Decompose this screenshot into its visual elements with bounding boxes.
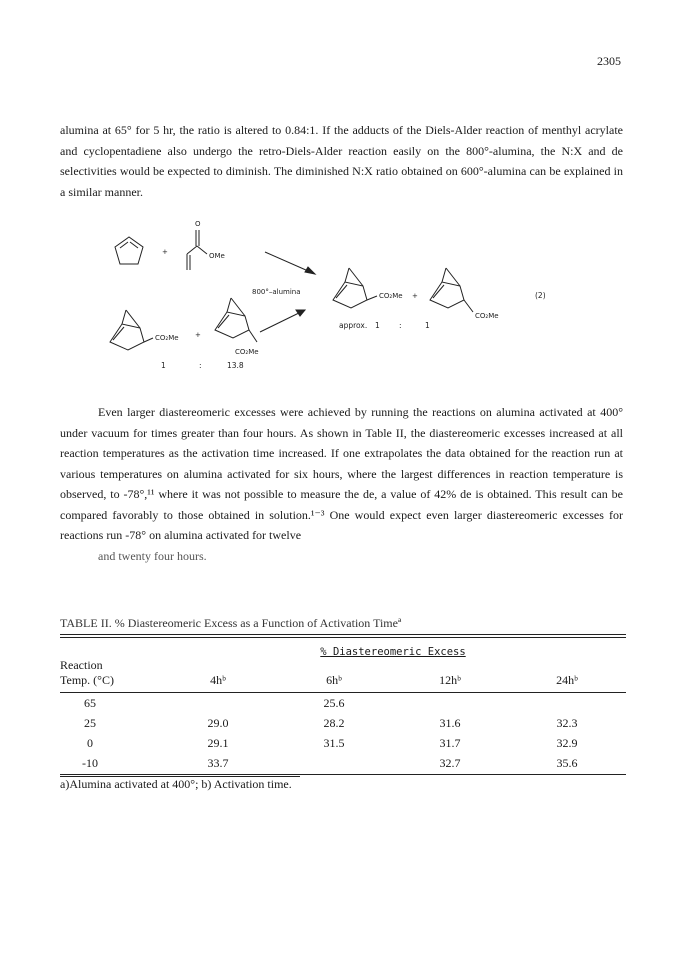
row-header <box>60 658 160 693</box>
value-cell: 32.7 <box>439 755 461 770</box>
carbonyl-o-label: O <box>195 220 201 228</box>
value-cell: 32.9 <box>556 735 578 750</box>
paragraph-2-last-line: and twenty four hours. <box>98 548 207 563</box>
temp-cell: 25 <box>84 715 96 730</box>
exo-adduct-top <box>430 268 473 312</box>
value-cell: 28.2 <box>323 715 345 730</box>
spanner-blank <box>60 638 160 658</box>
table-row <box>60 713 626 733</box>
endo-adduct-bottom <box>110 310 153 350</box>
exo-adduct-bottom <box>215 298 257 342</box>
co2me-top-endo: CO₂Me <box>379 292 403 300</box>
table-spanner: % Diastereomeric Excess <box>320 646 466 658</box>
value-cell: 33.7 <box>207 755 229 770</box>
value-cell <box>508 693 626 714</box>
column-header-6h: 6hᵇ <box>276 658 392 693</box>
value-cell <box>160 693 276 714</box>
paragraph-2-text <box>60 402 623 566</box>
value-cell: 25.6 <box>323 695 345 710</box>
ratio-bottom-a: 1 <box>161 361 166 370</box>
column-header-4h: 4hᵇ <box>160 658 276 693</box>
row-header-line2: Temp. (°C) <box>60 673 114 687</box>
table-ii <box>60 616 626 793</box>
co2me-bottom-endo: CO₂Me <box>155 334 179 342</box>
paragraph-2-main: Even larger diastereomeric excesses were achieved by running the reactions on alumina activated at 400° under vacuum for times greater than four hours. As shown in Table II, the diastereomeric excesses increased at all reaction temperatures as the activation time increased. If one extrapolates the data obtained for the reaction run at various temperatures on alumina activated for six hours, where the largest differences in reaction temperature is observed, to -78°,¹¹ where it was not possible to measure the de, a value of 42% de is obtained. This result can be compared favorably to those obtained in solution.¹⁻³ One would expect even larger diastereomeric excesses for reactions run -78° on alumina activated for twelve <box>60 405 623 542</box>
approx-label: approx. <box>339 321 368 330</box>
value-cell: 29.1 <box>207 735 229 750</box>
plus-sign: + <box>195 331 201 339</box>
data-table <box>60 638 626 773</box>
ome-label: OMe <box>209 252 225 260</box>
value-cell: 35.6 <box>556 755 578 770</box>
co2me-bottom-exo: CO₂Me <box>235 348 259 356</box>
ratio-bottom-b: 13.8 <box>227 361 244 370</box>
plus-sign: + <box>162 248 168 256</box>
table-footnote: a)Alumina activated at 400°; b) Activation time. <box>60 776 300 792</box>
value-cell <box>392 693 508 714</box>
table-title: TABLE II. % Diastereomeric Excess as a Function of Activation Timeª <box>60 616 402 630</box>
value-cell: 29.0 <box>207 715 229 730</box>
co2me-top-exo: CO₂Me <box>475 312 499 320</box>
temp-cell: -10 <box>82 755 98 770</box>
paragraph-1 <box>60 120 623 202</box>
table-row <box>60 693 626 714</box>
table-row <box>60 753 626 773</box>
temp-cell: 0 <box>87 735 93 750</box>
value-cell <box>276 753 392 773</box>
methyl-acrylate-structure <box>187 230 207 270</box>
column-header-12h: 12hᵇ <box>392 658 508 693</box>
ratio-top-b: 1 <box>425 321 430 330</box>
value-cell: 32.3 <box>556 715 578 730</box>
table-row <box>60 733 626 753</box>
table-bottom-rule <box>60 773 626 775</box>
paragraph-1-text: alumina at 65° for 5 hr, the ratio is altered to 0.84:1. If the adducts of the Diels-Alder reaction of menthyl acrylate and cyclopentadiene also undergo the retro-Diels-Alder reaction easily on the 800°-alumina, the N:X and de selectivities would be expected to diminish. The diminished N:X ratio obtained on 600°-alumina can be explained in a similar manner. <box>60 123 623 199</box>
row-header-line1: Reaction <box>60 658 103 672</box>
equation-number: (2) <box>535 291 546 300</box>
value-cell: 31.6 <box>439 715 461 730</box>
endo-adduct-top <box>333 268 377 308</box>
column-header-24h: 24hᵇ <box>508 658 626 693</box>
value-cell: 31.7 <box>439 735 461 750</box>
plus-sign: + <box>412 292 418 300</box>
ratio-bottom-sep: : <box>199 361 202 370</box>
condition-label: 800°–alumina <box>252 288 301 296</box>
ratio-top-sep: : <box>399 321 402 330</box>
paragraph-2 <box>60 402 623 566</box>
reaction-scheme <box>95 212 615 372</box>
reaction-arrow-down <box>265 252 315 274</box>
temp-cell: 65 <box>84 695 96 710</box>
page-number: 2305 <box>597 54 621 68</box>
ratio-top-a: 1 <box>375 321 380 330</box>
reaction-arrow-up <box>260 310 305 332</box>
value-cell: 31.5 <box>323 735 345 750</box>
cyclopentadiene-structure <box>115 237 143 264</box>
